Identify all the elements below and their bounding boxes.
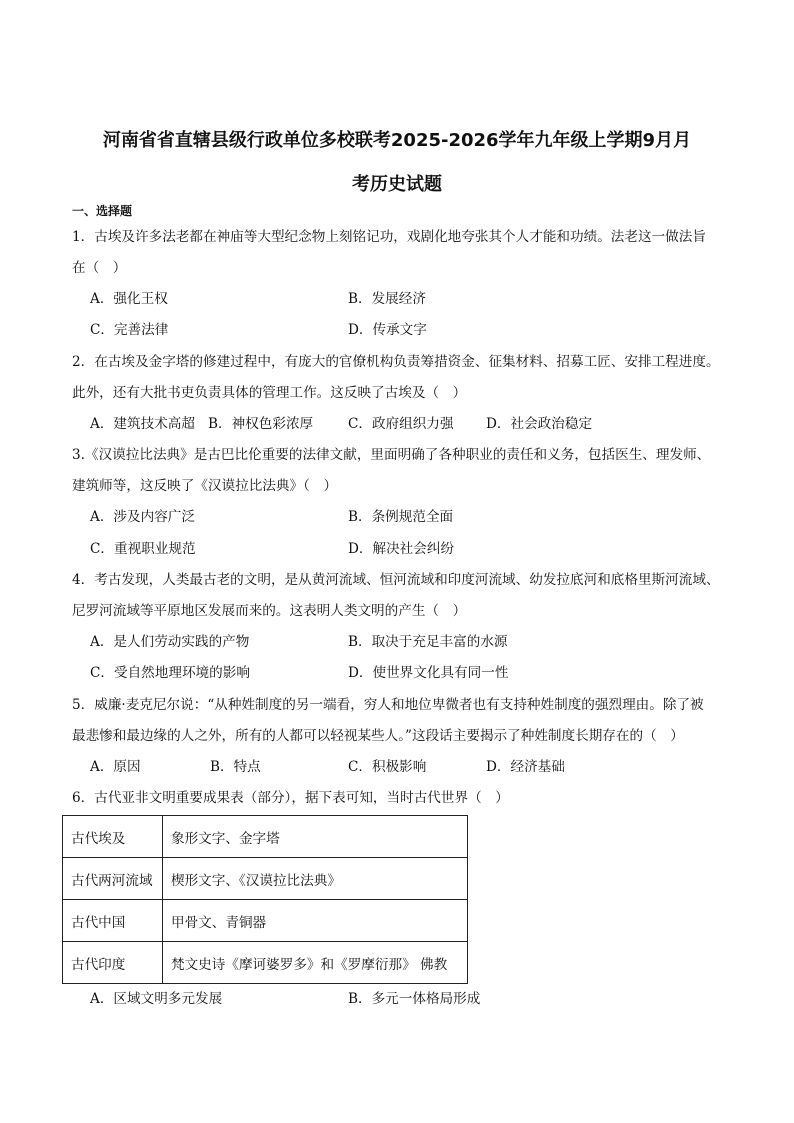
question-6-option-b[interactable]: B．多元一体格局形成 <box>348 991 481 1007</box>
question-4-option-a[interactable]: A．是人们劳动实践的产物 <box>90 634 250 650</box>
question-4-option-b[interactable]: B．取决于充足丰富的水源 <box>348 634 508 650</box>
question-3-option-c[interactable]: C．重视职业规范 <box>90 541 196 557</box>
question-4-option-c[interactable]: C．受自然地理环境的影响 <box>90 665 250 681</box>
question-1-option-d[interactable]: D．传承文字 <box>348 322 427 338</box>
question-2-line-1: 2．在古埃及金字塔的修建过程中，有庞大的官僚机构负责筹措资金、征集材料、招募工匠、安排工程进度。 <box>72 354 720 370</box>
question-3-line-2: 建筑师等，这反映了《汉谟拉比法典》（ ） <box>72 478 338 494</box>
table-row <box>63 816 468 858</box>
question-4-line-1: 4．考古发现，人类最古老的文明，是从黄河流域、恒河流域和印度河流域、幼发拉底河和底格里斯河流域、 <box>72 572 720 588</box>
question-5-option-b[interactable]: B．特点 <box>210 759 261 775</box>
question-2-line-2: 此外，还有大批书吏负责具体的管理工作。这反映了古埃及（ ） <box>72 385 467 401</box>
question-5-line-2: 最悲惨和最边缘的人之外，所有的人都可以轻视某些人。”这段话主要揭示了种姓制度长期存在的（ ） <box>72 728 684 744</box>
table-cell-achievement: 梵文史诗《摩诃婆罗多》和《罗摩衍那》 佛教 <box>163 942 468 984</box>
table-cell-achievement: 象形文字、金字塔 <box>163 816 468 858</box>
exam-title-line1: 河南省省直辖县级行政单位多校联考2025-2026学年九年级上学期9月月 <box>102 130 692 151</box>
exam-title-line2: 考历史试题 <box>352 174 442 195</box>
table-cell-region: 古代中国 <box>63 900 163 942</box>
table-cell-region: 古代埃及 <box>63 816 163 858</box>
question-6-option-a[interactable]: A．区域文明多元发展 <box>90 991 223 1007</box>
question-5-line-1: 5．威廉·麦克尼尔说：“从种姓制度的另一端看，穷人和地位卑微者也有支持种姓制度的强烈理由。除了被 <box>72 697 704 713</box>
question-2-option-d[interactable]: D．社会政治稳定 <box>486 416 593 432</box>
table-cell-achievement: 楔形文字、《汉谟拉比法典》 <box>163 858 468 900</box>
question-1-line-1: 1．古埃及许多法老都在神庙等大型纪念物上刻铭记功，戏剧化地夸张其个人才能和功绩。法老这一做法旨 <box>72 229 706 245</box>
question-3-option-b[interactable]: B．条例规范全面 <box>348 509 454 525</box>
table-cell-achievement: 甲骨文、青铜器 <box>163 900 468 942</box>
question-4-option-d[interactable]: D．使世界文化具有同一性 <box>348 665 509 681</box>
question-6-line-1: 6．古代亚非文明重要成果表（部分），据下表可知，当时古代世界（ ） <box>72 790 509 806</box>
question-5-option-a[interactable]: A．原因 <box>90 759 141 775</box>
table-cell-region: 古代两河流域 <box>63 858 163 900</box>
question-2-option-b[interactable]: B．神权色彩浓厚 <box>208 416 314 432</box>
question-1-option-a[interactable]: A．强化王权 <box>90 291 168 307</box>
table-row <box>63 858 468 900</box>
question-4-line-2: 尼罗河流域等平原地区发展而来的。这表明人类文明的产生（ ） <box>72 603 467 619</box>
question-3-line-1: 3.《汉谟拉比法典》是古巴比伦重要的法律文献，里面明确了各种职业的责任和义务，包括医生、理发师、 <box>72 447 711 463</box>
question-5-option-c[interactable]: C．积极影响 <box>348 759 427 775</box>
civilization-table <box>62 815 468 984</box>
question-1-option-c[interactable]: C．完善法律 <box>90 322 169 338</box>
question-5-option-d[interactable]: D．经济基础 <box>486 759 565 775</box>
question-3-option-a[interactable]: A．涉及内容广泛 <box>90 509 195 525</box>
table-row <box>63 900 468 942</box>
question-3-option-d[interactable]: D．解决社会纠纷 <box>348 541 455 557</box>
table-cell-region: 古代印度 <box>63 942 163 984</box>
section-heading: 一、选择题 <box>72 204 133 218</box>
question-2-option-c[interactable]: C．政府组织力强 <box>348 416 454 432</box>
question-2-option-a[interactable]: A．建筑技术高超 <box>90 416 195 432</box>
table-row <box>63 942 468 984</box>
question-1-option-b[interactable]: B．发展经济 <box>348 291 426 307</box>
question-1-line-2: 在（ ） <box>72 260 127 276</box>
